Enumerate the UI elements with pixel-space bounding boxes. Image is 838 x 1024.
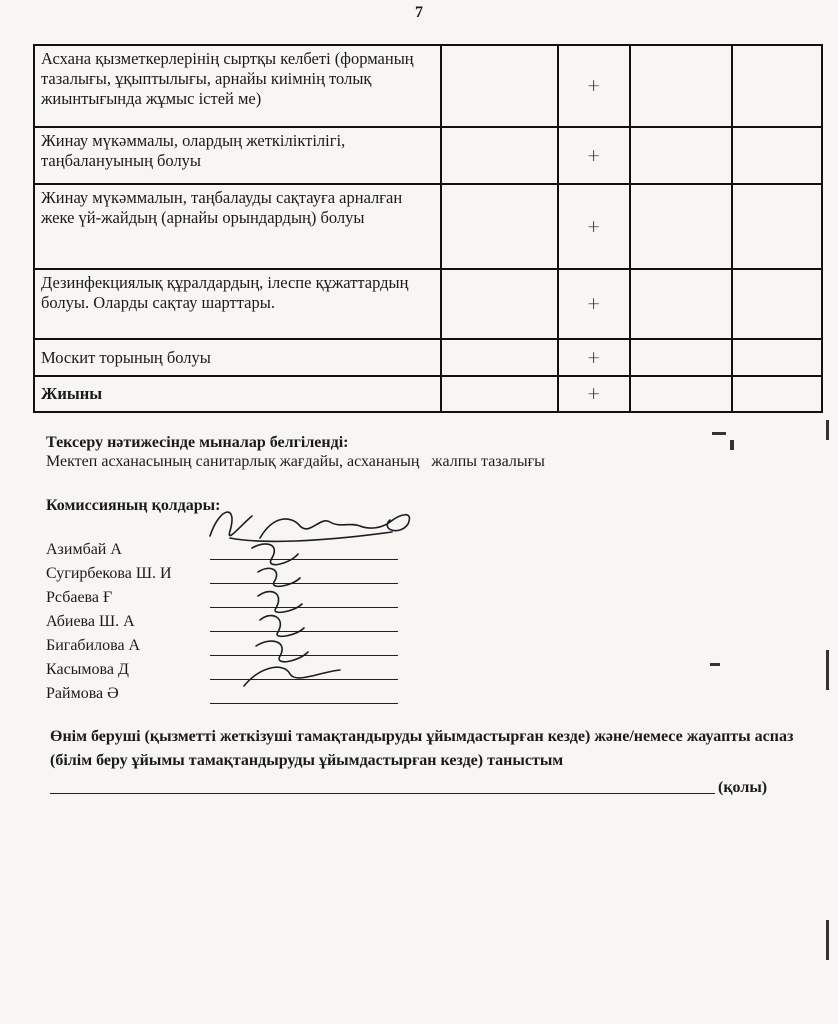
handwritten-signatures: [200, 486, 430, 696]
member-name: Сугирбекова Ш. И: [46, 565, 172, 582]
acknowledgement-signature-line: [50, 793, 715, 794]
scan-artifact: [826, 420, 829, 440]
commission-heading: Комиссияның қолдары:: [46, 497, 221, 514]
scan-artifact: [710, 663, 720, 666]
table-row-total: [34, 376, 822, 412]
member-name: Касымова Д: [46, 661, 129, 678]
table-row: [34, 184, 822, 269]
acknowledgement-text: Өнім беруші (қызметті жеткізуші тамақтандыруды ұйымдастырған кезде) және/немесе жауапты аспаз (білім беру ұйымы тамақтандыруды ұйымдастырған кезде) таныстым: [50, 728, 794, 769]
table-row: [34, 127, 822, 184]
criterion-cell: Асхана қызметкерлерінің сыртқы келбеті (форманың тазалығы, ұқыптылығы, арнайы киімнің толық жиынтығында жұмыс істей ме): [34, 45, 441, 127]
total-label: Жиыны: [34, 376, 441, 412]
scan-artifact: [730, 440, 734, 450]
member-name: Абиева Ш. А: [46, 613, 135, 630]
page-number: 7: [415, 4, 423, 21]
results-heading: Тексеру нәтижесінде мыналар белгіленді:: [46, 434, 349, 451]
criterion-cell: Москит торының болуы: [34, 339, 441, 376]
check-mark: +: [558, 376, 630, 412]
table-row: [34, 269, 822, 339]
criterion-cell: Жинау мүкәммалын, таңбалауды сақтауға арналған жеке үй-жайдың (арнайы орындардың) болуы: [34, 184, 441, 269]
member-name: Бигабилова А: [46, 637, 141, 654]
scan-artifact: [826, 650, 829, 690]
results-text: Мектеп асханасының санитарлық жағдайы, асхананың жалпы тазалығы: [46, 453, 545, 470]
check-mark: +: [558, 184, 630, 269]
check-mark: +: [558, 45, 630, 127]
table-row: [34, 339, 822, 376]
table-row: [34, 45, 822, 127]
criterion-cell: Дезинфекциялық құралдардың, ілеспе құжаттардың болуы. Оларды сақтау шарттары.: [34, 269, 441, 339]
member-name: Азимбай А: [46, 541, 122, 558]
inspection-results: [46, 433, 545, 471]
criterion-cell: Жинау мүкәммалы, олардың жеткіліктілігі, таңбалануының болуы: [34, 127, 441, 184]
member-name: Рсбаева Ғ: [46, 589, 113, 606]
check-mark: +: [558, 269, 630, 339]
member-name: Раймова Ә: [46, 685, 119, 702]
signature-label: (қолы): [718, 779, 768, 796]
inspection-table: [33, 44, 823, 413]
check-mark: +: [558, 127, 630, 184]
check-mark: +: [558, 339, 630, 376]
scan-artifact: [712, 432, 726, 435]
scan-artifact: [826, 920, 829, 960]
